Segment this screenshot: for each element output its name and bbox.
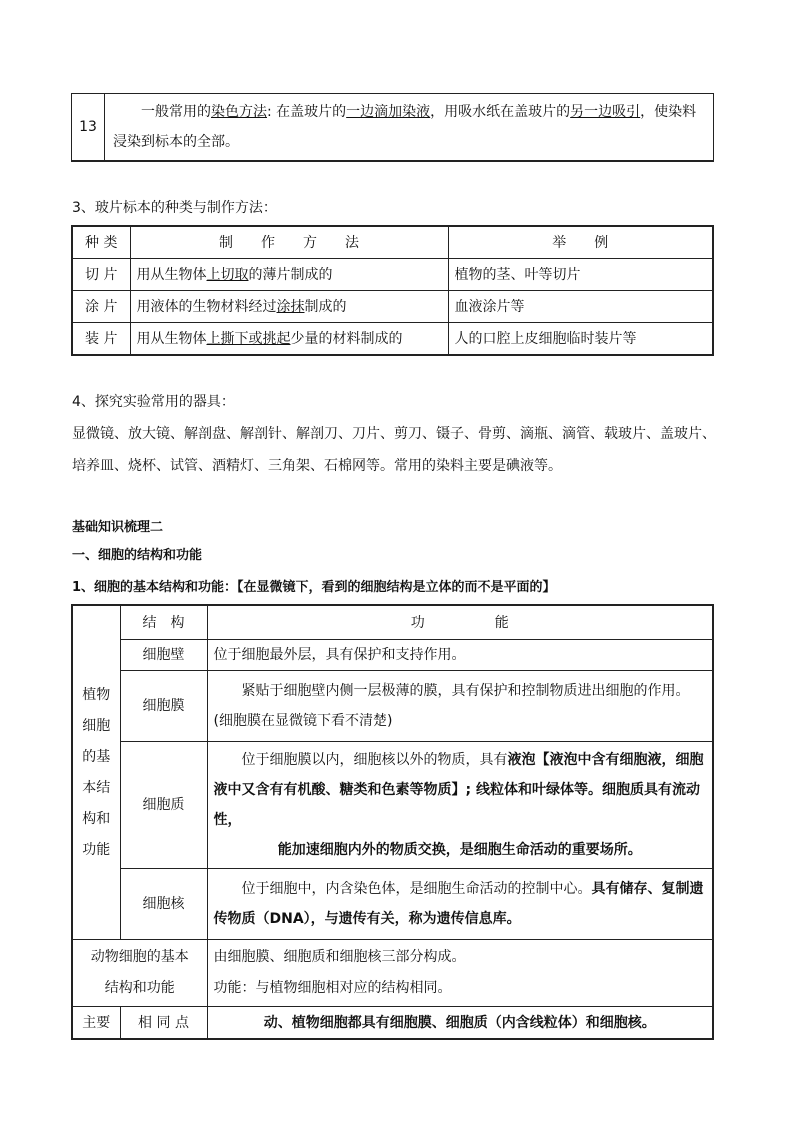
method-cell: 用从生物体上撕下或挑起少量的材料制成的 [130, 323, 448, 356]
section-4-body: 显微镜、放大镜、解剖盘、解剖针、解剖刀、刀片、剪刀、镊子、骨剪、滴瓶、滴管、载玻片、盖玻片、培养皿、烧杯、试管、酒精灯、三角架、石棉网等。常用的染料主要是碘液等。 [72, 426, 716, 474]
table-header-row [72, 226, 713, 259]
cytoplasm-text-2: 能加速细胞内外的物质交换，是细胞生命活动的重要场所。 [277, 842, 642, 858]
section-3-heading: 3、玻片标本的种类与制作方法： [72, 200, 277, 216]
same-point-text: 动、植物细胞都具有细胞膜、细胞质（内含线粒体）和细胞核。 [207, 1007, 713, 1040]
same-point-label: 相 同 点 [120, 1007, 207, 1040]
kind-cell: 涂 片 [72, 291, 130, 323]
col-header-structure: 结 构 [120, 605, 207, 640]
example-cell: 血液涂片等 [448, 291, 713, 323]
structure-cell-membrane: 细胞膜 [120, 671, 207, 742]
example-cell: 人的口腔上皮细胞临时装片等 [448, 323, 713, 356]
function-cell-wall: 位于细胞最外层，具有保护和支持作用。 [207, 640, 713, 671]
main-label: 主要 [72, 1007, 120, 1040]
animal-line-2: 功能：与植物细胞相对应的结构相同。 [213, 980, 452, 996]
animal-line-1: 由细胞膜、细胞质和细胞核三部分构成。 [213, 949, 466, 965]
table-row [72, 291, 713, 323]
table-row-13 [71, 93, 714, 162]
col-header-function: 功 能 [207, 605, 713, 640]
part-2-subtitle: 一、细胞的结构和功能 [72, 548, 203, 563]
table-header-row [72, 605, 713, 640]
staining-method-text: 一般常用的染色方法: 在盖玻片的一边滴加染液，用吸水纸在盖玻片的另一边吸引，使染料浸染到标本的全部。 [105, 94, 714, 162]
animal-cell-function [207, 940, 713, 1007]
function-cytoplasm [207, 742, 713, 869]
table-row [72, 323, 713, 356]
col-header-method: 制 作 方 法 [130, 226, 448, 259]
cell-structure-table [71, 604, 714, 1040]
table-row [72, 742, 713, 869]
function-cell-membrane: 紧贴于细胞壁内侧一层极薄的膜，具有保护和控制物质进出细胞的作用。(细胞膜在显微镜下看不清楚) [207, 671, 713, 742]
section-4-heading: 4、探究实验常用的器具： [72, 394, 235, 410]
table-row [72, 1007, 713, 1040]
structure-nucleus: 细胞核 [120, 869, 207, 940]
slide-types-table [71, 225, 714, 356]
structure-cytoplasm: 细胞质 [120, 742, 207, 869]
kind-cell: 切 片 [72, 259, 130, 291]
table-row [72, 671, 713, 742]
plant-cell-label [72, 605, 120, 940]
animal-cell-label: 动物细胞的基本结构和功能 [72, 940, 207, 1007]
part-2-title: 基础知识梳理二 [72, 520, 164, 535]
structure-cell-wall: 细胞壁 [120, 640, 207, 671]
table-row [72, 259, 713, 291]
table-row [72, 640, 713, 671]
function-nucleus: 位于细胞中，内含染色体，是细胞生命活动的控制中心。具有储存、复制遗传物质（DNA），与遗传有关，称为遗传信息库。 [207, 869, 713, 940]
kind-cell: 装 片 [72, 323, 130, 356]
method-cell: 用液体的生物材料经过涂抹制成的 [130, 291, 448, 323]
row-number: 13 [72, 94, 105, 162]
col-header-example: 举 例 [448, 226, 713, 259]
plant-cell-label-text: 植物细胞的基本结构和功能 [82, 686, 111, 858]
table-row [72, 869, 713, 940]
example-cell: 植物的茎、叶等切片 [448, 259, 713, 291]
method-cell: 用从生物体上切取的薄片制成的 [130, 259, 448, 291]
part-2-item-1: 1、细胞的基本结构和功能：【在显微镜下，看到的细胞结构是立体的而不是平面的】 [72, 580, 556, 595]
cytoplasm-text: 位于细胞膜以内，细胞核以外的物质，具有液泡【液泡中含有细胞液，细胞液中又含有有机酸、糖类和色素等物质】; 线粒体和叶绿体等。细胞质具有流动性， [213, 752, 704, 828]
table-row [72, 940, 713, 1007]
col-header-kind: 种 类 [72, 226, 130, 259]
